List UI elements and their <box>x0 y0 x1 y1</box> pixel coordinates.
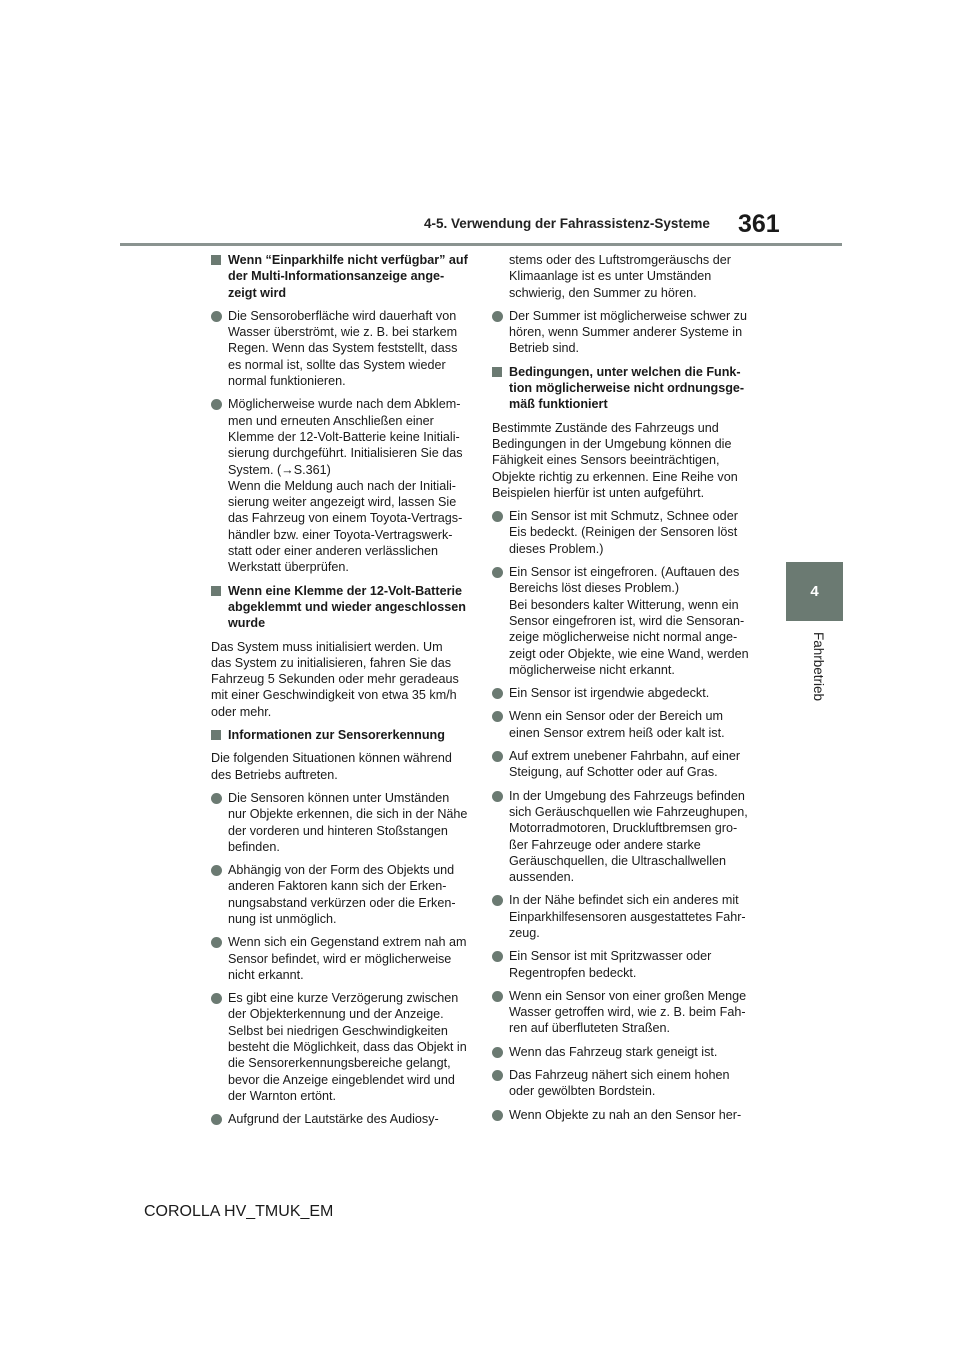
block-text: Die folgenden Situationen können während des Betriebs auftreten. <box>211 751 452 782</box>
paragraph <box>492 420 750 501</box>
round-bullet-icon <box>492 567 503 578</box>
list-item <box>492 988 750 1037</box>
paragraph <box>492 252 750 301</box>
block-text: Bedingungen, unter welchen die Funk- tion möglicherweise nicht ordnungsge- mäß funktioniert <box>509 364 745 412</box>
round-bullet-icon <box>492 1110 503 1121</box>
list-item <box>211 308 469 389</box>
paragraph <box>211 750 469 783</box>
list-item <box>492 748 750 781</box>
round-bullet-icon <box>492 688 503 699</box>
round-bullet-icon <box>492 711 503 722</box>
block-text: Das Fahrzeug nähert sich einem hohen oder gewölbten Bordstein. <box>509 1068 730 1099</box>
block-text: Ein Sensor ist mit Schmutz, Schnee oder Eis bedeckt. (Reinigen der Sensoren löst dieses Problem.) <box>509 509 738 556</box>
block-text: Die Sensoroberfläche wird dauerhaft von Wasser überströmt, wie z. B. bei starkem Regen. Wenn das System feststellt, dass es normal ist, sollte das System wieder normal funktionieren. <box>228 308 458 389</box>
list-item <box>492 1107 750 1123</box>
round-bullet-icon <box>211 937 222 948</box>
round-bullet-icon <box>211 865 222 876</box>
section-heading <box>211 583 469 632</box>
list-item <box>492 788 750 886</box>
list-item <box>211 990 469 1104</box>
square-bullet-icon <box>211 255 221 265</box>
block-text: Möglicherweise wurde nach dem Abklem- men und erneuten Anschließen einer Klemme der 12-Volt-Batterie keine Initiali- sierung durchgeführt. Initialisieren Sie das System. (→S.361) Wenn die Meldung auch nach der Initiali- sierung weiter angezeigt wird, lassen Sie das Fahrzeug von einem Toyota-Vertrags- händler bzw. einer Toyota-Vertragswerk- statt oder einer anderen verlässlichen Werkstatt überprüfen. <box>228 397 463 575</box>
list-item <box>211 1111 469 1127</box>
list-item <box>211 790 469 855</box>
block-text: Ein Sensor ist irgendwie abgedeckt. <box>509 686 710 701</box>
list-item <box>492 308 750 357</box>
round-bullet-icon <box>492 1070 503 1081</box>
block-text: Ein Sensor ist eingefroren. (Auftauen des Bereichs löst dieses Problem.) Bei besonders kalter Witterung, wenn ein Sensor eingefroren ist, wird die Sensoran- zeige möglicherweise nicht normal ange- zeigt oder Objekte, wie eine Wand, werden möglicherweise nicht erkannt. <box>509 565 749 677</box>
block-text: Wenn sich ein Gegenstand extrem nah am Sensor befindet, wird er möglicherweise nicht erkannt. <box>228 935 467 982</box>
list-item <box>211 862 469 927</box>
chapter-tab <box>786 562 843 621</box>
block-text: Das System muss initialisiert werden. Um das System zu initialisieren, fahren Sie das Fahrzeug 5 Sekunden oder mehr geradeaus mit einer Geschwindigkeit von etwa 35 km/h oder mehr. <box>211 639 459 719</box>
chapter-number: 4 <box>810 583 819 600</box>
list-item <box>492 948 750 981</box>
left-column <box>211 252 469 1135</box>
round-bullet-icon <box>492 311 503 322</box>
block-text: Es gibt eine kurze Verzögerung zwischen der Objekterkennung und der Anzeige. Selbst bei niedrigen Geschwindigkeiten besteht die Möglichkeit, dass das Objekt in die Sensorerkennungsbereiche gelangt, bevor die Anzeige eingeblendet wird und der Warnton ertönt. <box>228 991 467 1103</box>
round-bullet-icon <box>492 1047 503 1058</box>
round-bullet-icon <box>211 793 222 804</box>
page-number: 361 <box>738 210 780 238</box>
list-item <box>492 892 750 941</box>
block-text: Auf extrem unebener Fahrbahn, auf einer Steigung, auf Schotter oder auf Gras. <box>509 749 741 780</box>
section-heading <box>492 364 750 413</box>
header-divider <box>120 243 842 246</box>
list-item <box>492 685 750 701</box>
round-bullet-icon <box>211 993 222 1004</box>
block-text: Der Summer ist möglicherweise schwer zu hören, wenn Summer anderer Systeme in Betrieb sind. <box>509 308 747 356</box>
paragraph <box>211 639 469 720</box>
round-bullet-icon <box>211 1114 222 1125</box>
block-text: Wenn ein Sensor von einer großen Menge Wasser getroffen wird, wie z. B. beim Fah- ren auf überfluteten Straßen. <box>509 988 747 1036</box>
round-bullet-icon <box>492 751 503 762</box>
round-bullet-icon <box>492 791 503 802</box>
list-item <box>492 708 750 741</box>
block-text: Ein Sensor ist mit Spritzwasser oder Regentropfen bedeckt. <box>509 949 712 980</box>
list-item <box>492 1044 750 1060</box>
block-text: Die Sensoren können unter Umständen nur Objekte erkennen, die sich in der Nähe der vorderen und hinteren Stoßstangen befinden. <box>228 790 468 854</box>
round-bullet-icon <box>492 951 503 962</box>
list-item <box>492 564 750 678</box>
footer-model-code: COROLLA HV_TMUK_EM <box>144 1203 334 1220</box>
list-item <box>211 934 469 983</box>
block-text: In der Umgebung des Fahrzeugs befinden sich Geräuschquellen wie Fahrzeughupen, Motorradmotoren, Druckluftbremsen gro- ßer Fahrzeuge oder andere starke Geräuschquellen, die Ultraschallwellen aussenden. <box>509 788 748 885</box>
block-text: stems oder des Luftstromgeräuschs der Klimaanlage ist es unter Umständen schwierig, den Summer zu hören. <box>509 253 731 300</box>
block-text: Aufgrund der Lautstärke des Audiosy- <box>228 1112 439 1127</box>
round-bullet-icon <box>492 895 503 906</box>
round-bullet-icon <box>211 399 222 410</box>
block-text: Abhängig von der Form des Objekts und anderen Faktoren kann sich der Erken- nungsabstand verkürzen oder die Erken- nung ist unmöglich. <box>228 863 456 926</box>
block-text: Wenn “Einparkhilfe nicht verfügbar” auf der Multi-Informationsanzeige ange- zeigt wird <box>228 253 468 300</box>
square-bullet-icon <box>492 367 502 377</box>
list-item <box>492 1067 750 1100</box>
section-title: 4-5. Verwendung der Fahrassistenz-Systeme <box>424 216 710 231</box>
section-heading <box>211 252 469 301</box>
round-bullet-icon <box>492 991 503 1002</box>
block-text: Bestimmte Zustände des Fahrzeugs und Bedingungen in der Umgebung können die Fähigkeit eines Sensors beeinträchtigen, Objekte richtig zu erkennen. Eine Reihe von Beispielen hierfür ist unten aufgeführt. <box>492 420 738 500</box>
block-text: Wenn das Fahrzeug stark geneigt ist. <box>509 1044 718 1059</box>
block-text: Wenn ein Sensor oder der Bereich um einen Sensor extrem heiß oder kalt ist. <box>509 709 725 740</box>
right-column <box>492 252 750 1130</box>
list-item <box>492 508 750 557</box>
section-heading <box>211 727 469 743</box>
list-item <box>211 396 469 575</box>
block-text: Wenn Objekte zu nah an den Sensor her- <box>509 1107 742 1122</box>
round-bullet-icon <box>492 511 503 522</box>
chapter-label: Fahrbetrieb <box>811 632 826 702</box>
block-text: Wenn eine Klemme der 12-Volt-Batterie abgeklemmt und wieder angeschlossen wurde <box>228 583 466 631</box>
block-text: In der Nähe befindet sich ein anderes mit Einparkhilfesensoren ausgestattetes Fahr- zeug. <box>509 893 746 940</box>
block-text: Informationen zur Sensorerkennung <box>228 728 445 743</box>
round-bullet-icon <box>211 311 222 322</box>
square-bullet-icon <box>211 730 221 740</box>
square-bullet-icon <box>211 586 221 596</box>
